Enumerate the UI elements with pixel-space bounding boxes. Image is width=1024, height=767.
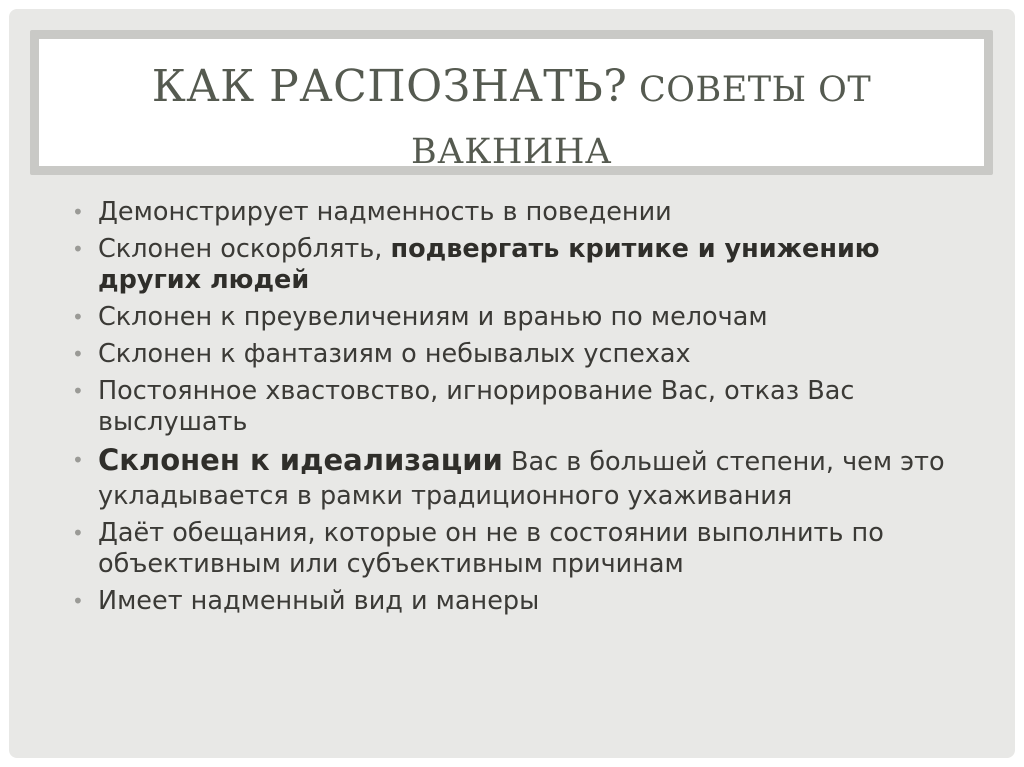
bullet-text: Вас в большей степени, чем это укладывается в рамки традиционного ухаживания — [98, 447, 945, 511]
list-item — [70, 586, 970, 617]
bullet-icon: • — [72, 521, 84, 545]
title-line-1 — [39, 59, 984, 124]
list-item — [70, 302, 970, 333]
bullet-text: Имеет надменный вид и манеры — [98, 586, 540, 616]
title-small: СОВЕТЫ ОТ — [627, 70, 872, 110]
list-item — [70, 518, 970, 580]
title-box — [39, 39, 984, 172]
list-item — [70, 444, 970, 512]
bullet-text: Демонстрирует надменность в поведении — [98, 197, 672, 227]
bullet-text: Даёт обещания, которые он не в состоянии выполнить по объективным или субъективным причинам — [98, 518, 884, 579]
bullet-icon: • — [72, 237, 84, 261]
bullet-bold-text: подвергать критике и унижению других людей — [98, 234, 880, 295]
bullet-icon: • — [72, 200, 84, 224]
bullet-icon: • — [72, 342, 84, 366]
bullet-icon: • — [72, 379, 84, 403]
list-item — [70, 376, 970, 438]
bullet-text: Постоянное хвастовство, игнорирование Вас, отказ Вас выслушать — [98, 376, 855, 437]
bullet-icon: • — [72, 589, 84, 613]
bullet-list — [70, 197, 970, 623]
title-line-2: ВАКНИНА — [411, 132, 612, 172]
list-item — [70, 197, 970, 228]
bullet-text: Склонен оскорблять, — [98, 234, 391, 264]
bullet-text: Склонен к преувеличениям и вранью по мелочам — [98, 302, 768, 332]
bullet-icon: • — [72, 305, 84, 329]
slide-title — [39, 59, 984, 180]
bullet-icon: • — [72, 448, 84, 472]
bullet-bold-text: Склонен к идеализации — [98, 443, 503, 477]
list-item — [70, 339, 970, 370]
list-item — [70, 234, 970, 296]
title-main: КАК РАСПОЗНАТЬ? — [151, 61, 628, 112]
bullet-text: Склонен к фантазиям о небывалых успехах — [98, 339, 691, 369]
